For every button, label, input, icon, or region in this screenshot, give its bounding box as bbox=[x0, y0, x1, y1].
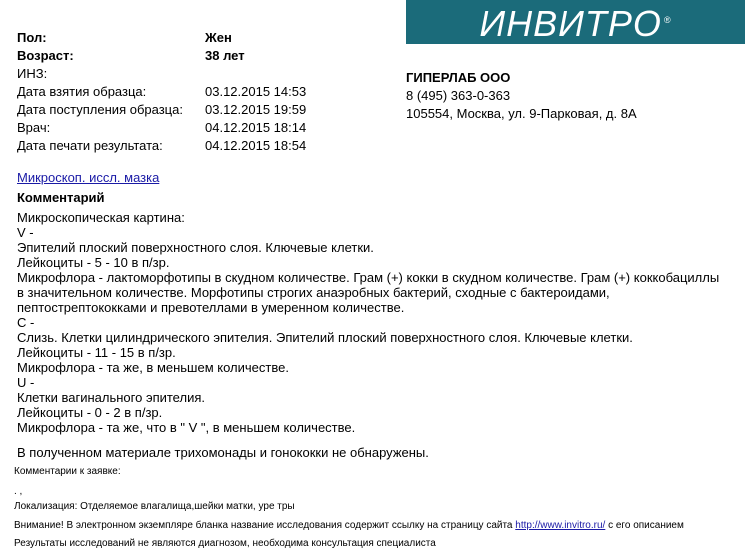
lab-address: 105554, Москва, ул. 9-Парковая, д. 8А bbox=[406, 106, 637, 121]
disclaimer-text: Результаты исследований не являются диагнозом, необходима консультация специалиста bbox=[14, 538, 436, 549]
age-label: Возраст: bbox=[17, 48, 74, 63]
body-line: Микрофлора - лактоморфотипы в скудном количестве. Грам (+) кокки в скудном количестве. Грам (+) коккобациллы bbox=[17, 270, 720, 285]
received-date-label: Дата поступления образца: bbox=[17, 102, 183, 117]
body-line: Клетки вагинального эпителия. bbox=[17, 390, 205, 405]
sample-date-label: Дата взятия образца: bbox=[17, 84, 147, 99]
body-line: C - bbox=[17, 315, 35, 330]
body-line: Лейкоциты - 11 - 15 в п/зр. bbox=[17, 345, 176, 360]
lab-name: ГИПЕРЛАБ ООО bbox=[406, 70, 511, 85]
notice-text bbox=[14, 520, 684, 531]
logo-text: ИНВИТРО ® bbox=[479, 3, 672, 44]
doctor-label: Врач: bbox=[17, 120, 51, 135]
comment-body bbox=[17, 210, 752, 435]
body-line: Микрофлора - та же, в меньшем количестве. bbox=[17, 360, 289, 375]
request-comments-value: . , bbox=[14, 486, 23, 497]
received-date-value: 03.12.2015 19:59 bbox=[205, 102, 307, 117]
test-name-link[interactable]: Микроскоп. иссл. мазка bbox=[17, 170, 160, 185]
sample-date-value: 03.12.2015 14:53 bbox=[205, 84, 307, 99]
body-line: Микрофлора - та же, что в " V ", в меньшем количестве. bbox=[17, 420, 356, 435]
conclusion-text: В полученном материале трихомонады и гонококки не обнаружены. bbox=[17, 445, 429, 460]
sex-value: Жен bbox=[205, 30, 232, 45]
lab-info bbox=[406, 69, 637, 123]
body-line: V - bbox=[17, 225, 34, 240]
age-value: 38 лет bbox=[205, 48, 245, 63]
doctor-value: 04.12.2015 18:14 bbox=[205, 120, 307, 135]
print-date-value: 04.12.2015 18:54 bbox=[205, 138, 307, 153]
body-line: Эпителий плоский поверхностного слоя. Ключевые клетки. bbox=[17, 240, 374, 255]
notice-after: с его описанием bbox=[608, 520, 684, 531]
body-line: Слизь. Клетки цилиндрического эпителия. Эпителий плоский поверхностного слоя. Ключевые клетки. bbox=[17, 330, 633, 345]
comment-header: Комментарий bbox=[17, 190, 105, 205]
request-comments-label: Комментарии к заявке: bbox=[14, 466, 121, 477]
notice-before: Внимание! В электронном экземпляре бланка название исследования содержит ссылку на страницу сайта bbox=[14, 520, 513, 531]
print-date-label: Дата печати результата: bbox=[17, 138, 163, 153]
inz-label: ИНЗ: bbox=[17, 66, 48, 81]
body-line: U - bbox=[17, 375, 35, 390]
lab-phone: 8 (495) 363-0-363 bbox=[406, 88, 511, 103]
body-line: в значительном количестве. Морфотипы строгих анаэробных бактерий, сходные с бактероидами, bbox=[17, 285, 610, 300]
localization-text: Локализация: Отделяемое влагалища,шейки матки, уре тры bbox=[14, 501, 295, 512]
body-line: Лейкоциты - 5 - 10 в п/зр. bbox=[17, 255, 170, 270]
invitro-logo bbox=[406, 0, 745, 44]
body-line: Лейкоциты - 0 - 2 в п/зр. bbox=[17, 405, 163, 420]
body-line: пептострептококками и превотеллами в умеренном количестве. bbox=[17, 300, 405, 315]
invitro-site-link[interactable]: http://www.invitro.ru/ bbox=[515, 520, 606, 531]
body-line: Микроскопическая картина: bbox=[17, 210, 185, 225]
sex-label: Пол: bbox=[17, 30, 47, 45]
